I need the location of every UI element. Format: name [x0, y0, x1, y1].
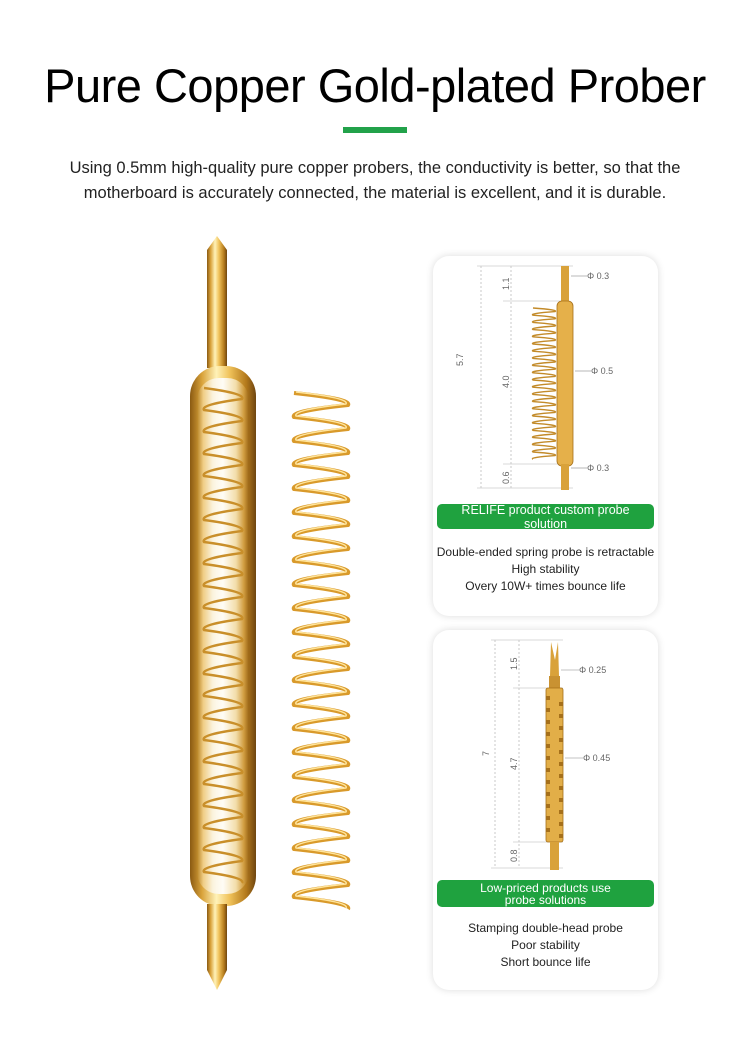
dim-total: 5.7 [455, 353, 465, 366]
probe-top-tip [207, 236, 227, 368]
custom-solution-badge: RELIFE product custom probe solution [437, 504, 654, 529]
feature-item: Overy 10W+ times bounce life [465, 579, 626, 593]
dim-middle: 4.7 [509, 757, 519, 770]
low-price-solution-badge [437, 880, 654, 907]
intro-line-1: Using 0.5mm high-quality pure copper probers, the conductivity is better, so that the [69, 159, 681, 177]
dim-dia-mid: Φ 0.5 [591, 366, 614, 376]
custom-probe-diagram [433, 256, 658, 506]
stamping-probe-diagram [433, 630, 658, 880]
page-title: Pure Copper Gold-plated Prober [44, 59, 706, 112]
feature-item: Stamping double-head probe [468, 921, 623, 935]
low-price-probe-card [433, 630, 658, 990]
dim-bottom: 0.8 [509, 849, 519, 862]
low-price-feature-list [433, 920, 658, 971]
probe-barrel [190, 366, 256, 906]
intro-text [40, 156, 710, 206]
title-underline [343, 127, 407, 133]
feature-item: Short bounce life [500, 955, 591, 969]
dim-middle: 4.0 [501, 375, 511, 388]
dim-dia-mid: Φ 0.45 [583, 753, 611, 763]
dim-dia-top: Φ 0.3 [587, 271, 610, 281]
probe-illustration [180, 228, 380, 998]
dim-total: 7 [481, 750, 491, 756]
intro-line-2: motherboard is accurately connected, the material is excellent, and it is durable. [83, 184, 667, 202]
badge-line-2: probe solutions [504, 892, 587, 907]
dim-top: 1.5 [509, 657, 519, 670]
feature-item: Double-ended spring probe is retractable [436, 545, 655, 559]
dim-top: 1.1 [501, 277, 511, 290]
custom-probe-card [433, 256, 658, 616]
feature-item: High stability [511, 562, 580, 576]
custom-feature-list [433, 544, 658, 595]
dim-dia-bottom: Φ 0.3 [587, 463, 610, 473]
feature-item: Poor stability [511, 938, 580, 952]
dim-bottom: 0.6 [501, 471, 511, 484]
probe-bottom-tip [207, 904, 227, 990]
dim-dia-top: Φ 0.25 [579, 665, 607, 675]
badge-line-1: Low-priced products use [480, 880, 611, 895]
